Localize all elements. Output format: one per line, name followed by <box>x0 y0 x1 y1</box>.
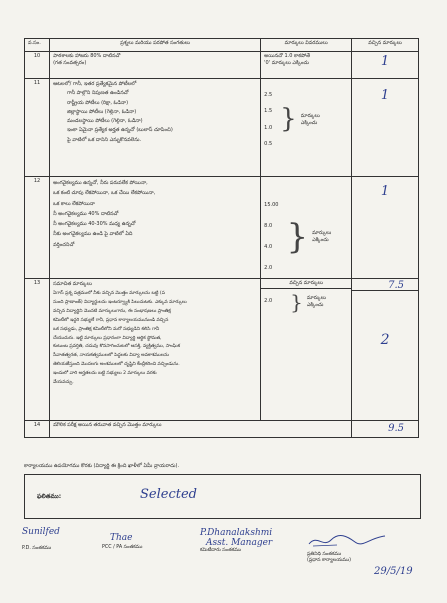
row-number: 10 <box>25 52 50 79</box>
member-signature <box>200 528 272 554</box>
table-row-11 <box>25 79 419 177</box>
row-details: 2.5 1.5 1.0 0.5 } మార్కులు ఎక్కించు <box>261 79 352 177</box>
table-row-14 <box>25 421 419 438</box>
result-box <box>24 474 421 519</box>
signature-label: ప్రతినిధి సంతకము <box>307 552 342 557</box>
header-marks: వచ్చిన మార్కులు <box>352 39 419 52</box>
pd-signature <box>22 527 60 552</box>
score-value: 2.0 <box>264 298 273 305</box>
header-details: మార్కులు వివరములు <box>261 39 352 52</box>
pcc-signature <box>102 533 142 551</box>
sub-header: వచ్చిన మార్కులు <box>261 279 351 289</box>
row-description: పాఠశాలకు హాజరు 80% దాటినచో (గత సంవత్సరం) <box>50 52 261 79</box>
brace-icon: } <box>286 216 309 257</box>
header-no: వ.సం. <box>25 39 50 52</box>
row-marks <box>352 52 419 79</box>
row-number: 11 <box>25 79 50 177</box>
handwritten-mark: 9.5 <box>388 423 404 434</box>
signature-label: PCC / PA సంతకము <box>102 545 143 550</box>
score-value: 1.0 <box>264 124 273 131</box>
marks-table <box>24 38 419 438</box>
row-marks <box>352 421 419 438</box>
signature-handwriting: Sunilfed <box>22 527 60 537</box>
handwritten-mark: 1 <box>380 54 390 69</box>
signature-scribble-icon <box>307 532 387 550</box>
table-row-12 <box>25 177 419 279</box>
header-desc: ప్రశ్నలు మరియు పరపోత సంగతులు <box>50 39 261 52</box>
handwritten-mark: 7.5 <box>388 280 404 291</box>
row-details: అయినచో 1.0 కాకపోతే '0' మార్కులు ఎక్కించు <box>261 52 352 79</box>
result-value: Selected <box>140 487 197 502</box>
head-office-signature <box>307 532 387 564</box>
signature-label: కమిటీదారు సంతకము <box>200 548 242 553</box>
row-description: అంగవైకల్యము ఉన్నచో, నీరు పరువలేక పోయినా, ఒక కంటి చూపు లేకపోయినా, ఒక చేయి లేకపోయినా, ఒక కాలు లేకపోయినా నీ అంగవైకల్యము 40% దాటినచో నీ అంగవైకల్యము 40-30% మధ్య ఉన్నచో నీకు అంగవైకల్యము ఉండి పై వాటిలో ఏది వర్తించనిచో <box>50 177 261 279</box>
signature-sublabel: (ప్రధాన కార్యాలయము) <box>307 558 352 563</box>
row-details: 15.00 8.0 4.0 2.0 } మార్కులు ఎక్కించు <box>261 177 352 279</box>
signature-handwriting: Thae <box>110 533 133 543</box>
row-description: ఆటలలో/ గానీ, ఇతర ప్రత్యేకమైన పోటీలలో గానీ పాల్గొని నిపుణత ఉండినచో రాష్ట్రీయ పోటీలు (రిక్షా, ఓడినా) జిల్లాస్థాయి పోటీలు (గెల్గినా, ఓడినా) మండలస్థాయి పోటీలు (గెల్గినా, ఓడినా) ఇంకా ఏమైనా ప్రత్యేక అర్హత ఉన్నచో (బులాస్ చూపించి) పై వాటిలో ఒక దానిని ఎన్నుకొనవలెను. <box>50 79 261 177</box>
handwritten-mark: 1 <box>380 88 390 103</box>
score-value: 15.00 <box>264 202 279 208</box>
table-header-row <box>25 39 419 52</box>
score-value: 2.0 <box>264 265 273 272</box>
handwritten-mark: 2 <box>380 332 390 348</box>
row-description: మౌలిక పరీక్ష అయిన తరువాత వచ్చిన మొత్తం మార్కులు <box>50 421 352 438</box>
signature-handwriting: P.Dhanalakshmi <box>200 528 273 538</box>
office-use-note: కార్యాలయము ఉపయోగము కొరకు (విద్యార్థి ఈ క్రింది ఖాళీలో ఏమీ వ్రాయరాదు). <box>24 463 180 469</box>
row-marks <box>352 79 419 177</box>
score-value: 0.5 <box>264 141 273 148</box>
row-description: సమాచిత మార్కులు ఏగాస్ ప్రశ్న పత్రములో నీకు వచ్చిన మొత్తం మార్కులను బట్టి (ప సుంది ప్రాణాంత్) విద్యార్థులను ఇంటర్వ్యూకి పిలుచుటకు. ఎక్కువ మార్కులు వచ్చిన విద్యార్థిని మొదటి మార్కులుగాను, ఈ సంభాషణలు ప్రాంతిక్ష కమిటీలో ఇద్దరి సభ్యులే గానీ, ప్రధాన కార్యాలయమునుండి వచ్చిన ఒక సభ్యుడు, ప్రాంతిక్ష కమిటీలోని మరో సభ్యుడిని కలిసి గానీ చేయుదురు. ఇట్టి మార్కులు ప్రధానంగా విద్యార్థి ఆర్థిక స్థోమత, కుటుంబ ప్రవర్తితి, చదువు కొనసాగించుటలో ఆసక్తి, వ్యక్తిత్వము, సాంఘిక సేవాతత్వరత, నాయకత్వములలో పెద్దలకు విద్యా అవకాశములను తెలియజేస్తుంది మొదలగు అంశములలో దృష్టిని కేంద్రీకరించి వచ్చిండును. ఇందులో వారి అర్హతలను బట్టి సభ్యులు 2 మార్కులు వరకు వేయవచ్చు. <box>50 279 261 421</box>
score-value: 1.5 <box>264 108 273 115</box>
row-marks <box>352 279 419 421</box>
brace-icon: } <box>290 289 303 314</box>
brace-icon: } <box>280 104 297 135</box>
result-label: ఫలితము: <box>37 493 62 500</box>
row-title: సమాచిత మార్కులు <box>53 281 92 287</box>
row-marks <box>352 177 419 279</box>
table-row-10 <box>25 52 419 79</box>
row-number: 12 <box>25 177 50 279</box>
signature-date: 29/5/19 <box>374 566 413 577</box>
handwritten-mark: 1 <box>380 184 390 199</box>
signature-label: P.D. సంతకము <box>22 546 52 551</box>
row-number: 13 <box>25 279 50 421</box>
score-value: 4.0 <box>264 244 273 251</box>
row-details: వచ్చిన మార్కులు 2.0 } మార్కులు ఎక్కించు <box>261 279 352 421</box>
row-number: 14 <box>25 421 50 438</box>
table-row-13 <box>25 279 419 421</box>
signature-handwriting: Asst. Manager <box>206 538 273 548</box>
score-value: 8.0 <box>264 223 273 230</box>
score-value: 2.5 <box>264 92 273 98</box>
